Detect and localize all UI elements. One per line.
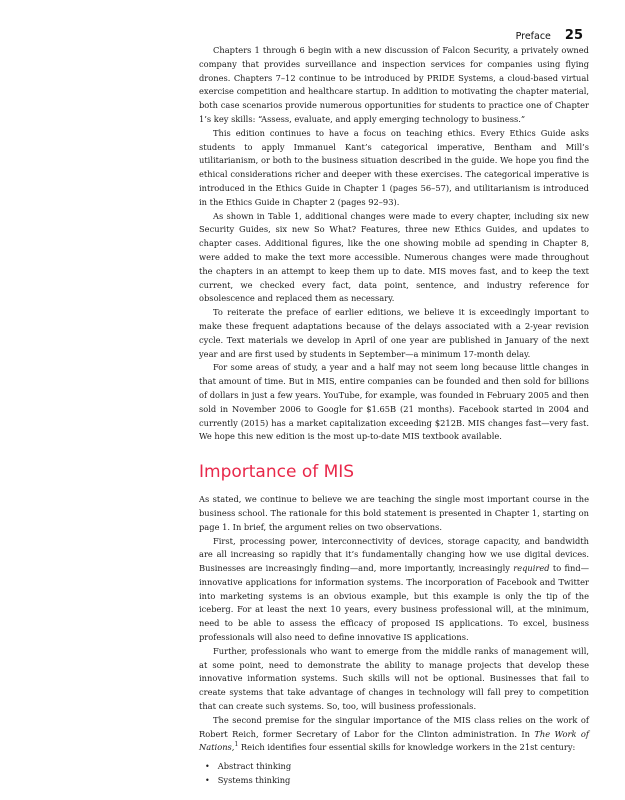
para2-text-b: to find—innovative applications for information systems. The incorporation of Facebook and Twitter into marketing systems is an obvious example, but this example is only the tip of the iceberg. For at least the next 10 years, every business professional will, at the minimum, need to be able to assess the efficacy of proposed IS applications. To excel, business professionals will also need to define innovative IS applications. xyxy=(199,563,589,643)
body-text xyxy=(199,44,589,788)
paragraph-importance-intro: As stated, we continue to believe we are teaching the single most important course in the business school. The rationale for this bold statement is presented in Chapter 1, starting on page 1. In brief, the argument relies on two observations. xyxy=(199,494,589,532)
bullet-icon: • xyxy=(205,762,210,772)
book-title: The Work of Nations, xyxy=(199,728,589,753)
para4-text-a: The second premise for the singular importance of the MIS class relies on the work of Robert Reich, former Secretary of Labor for the Clinton administration. In xyxy=(199,714,589,739)
page-number: 25 xyxy=(564,28,583,43)
list-item xyxy=(205,774,589,788)
paragraph-table-changes: As shown in Table 1, additional changes were made to every chapter, including six new Security Guides, six new So What? Features, three new Ethics Guides, and updates to chapter cases. Additional figures, like the one showing mobile ad spending in Chapter 8, were added to make the text more accessible. Numerous changes were made throughout the chapters in an attempt to keep them up to date. MIS moves fast, and to keep the text current, we checked every fact, data point, sentence, and industry reference for obsolescence and replaced them as necessary. xyxy=(199,210,589,304)
paragraph-revision-cycle: To reiterate the preface of earlier editions, we believe it is exceedingly important to make these frequent adaptations because of the delays associated with a 2-year revision cycle. Text materials we develop in April of one year are published in January of the next year and are first used by students in September—a minimum 17-month delay. xyxy=(199,307,589,359)
paragraph-second-premise xyxy=(199,714,589,755)
para4-text-b: Reich identifies four essential skills for knowledge workers in the 21st century: xyxy=(238,742,576,753)
paragraph-managers: Further, professionals who want to emerge from the middle ranks of management will, at some point, need to demonstrate the ability to manage projects that develop these innovative information systems. Such skills will not be optional. Businesses that fail to create systems that take advantage of changes in technology will fall prey to competition that can create such systems. So, too, will business professionals. xyxy=(199,645,589,712)
paragraph-first-observation xyxy=(199,535,589,645)
skills-list xyxy=(199,760,589,788)
list-item-text: Systems thinking xyxy=(217,775,291,786)
para2-emphasis: required xyxy=(513,563,550,574)
list-item xyxy=(205,760,589,774)
bullet-icon: • xyxy=(205,776,210,786)
paragraph-falcon-pride: Chapters 1 through 6 begin with a new discussion of Falcon Security, a privately owned company that provides surveillance and inspection services for companies using flying drones. Chapters 7–12 continue to be introduced by PRIDE Systems, a cloud-based virtual exercise competition and healthcare startup. In addition to motivating the chapter material, both case scenarios provide numerous opportunities for students to practice one of Chapter 1’s key skills: “Assess, evaluate, and apply emerging technology to business.” xyxy=(199,45,589,124)
footnote-marker: 1 xyxy=(234,741,239,749)
section-heading: Importance of MIS xyxy=(199,462,355,483)
para2-text-a: First, processing power, interconnectivity of devices, storage capacity, and bandwidth are all increasing so rapidly that it’s fundamentally changing how we use digital devices. Businesses are increasingly finding—and, more importantly, increasingly xyxy=(199,535,589,574)
paragraph-ethics: This edition continues to have a focus on teaching ethics. Every Ethics Guide asks students to apply Immanuel Kant’s categorical imperative, Bentham and Mill’s utilitarianism, or both to the business situation described in the guide. We hope you find the ethical considerations richer and deeper with these exercises. The categorical imperative is introduced in the Ethics Guide in Chapter 1 (pages 56–57), and utilitarianism is introduced in the Ethics Guide in Chapter 2 (pages 92–93). xyxy=(199,127,589,207)
paragraph-mis-fast: For some areas of study, a year and a half may not seem long because little changes in that amount of time. But in MIS, entire companies can be founded and then sold for billions of dollars in just a few years. YouTube, for example, was founded in February 2005 and then sold in November 2006 to Google for $1.65B (21 months). Facebook started in 2004 and currently (2015) has a market capitalization exceeding $212B. MIS changes fast—very fast. We hope this new edition is the most up-to-date MIS textbook available. xyxy=(199,362,589,442)
running-head xyxy=(516,28,583,43)
running-head-label: Preface xyxy=(515,31,551,42)
list-item-text: Abstract thinking xyxy=(217,761,292,772)
